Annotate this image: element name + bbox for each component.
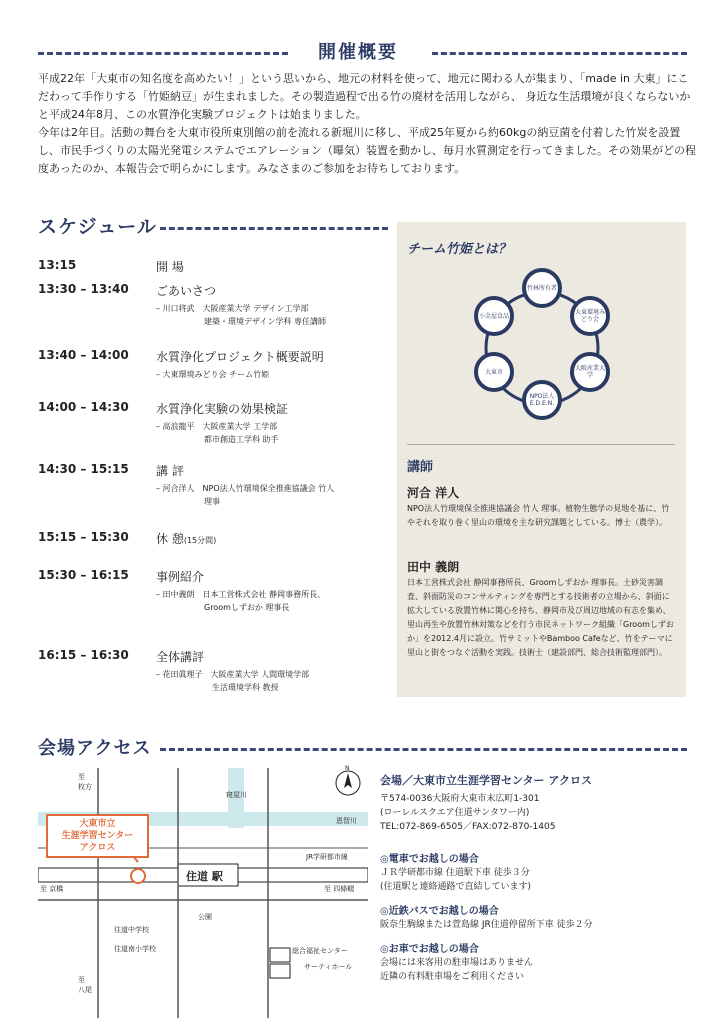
team-node: 竹林所有者 [522,268,562,308]
map-to-kyobashi: 至 京橋 [40,885,64,893]
access-title: 会場アクセス [38,738,152,759]
train-line2: (住道駅と連絡通路で直結しています) [380,882,532,892]
map-school1: 住道中学校 [114,926,149,934]
car-heading: ◎お車でお越しの場合 [380,944,479,955]
schedule-item-label: 水質浄化実験の効果検証 [156,402,289,416]
schedule-title: スケジュール [38,216,157,238]
overview-paragraph-2: 今年は2年目。活動の舞台を大東市役所東別館の前を流れる新堀川に移し、平成25年夏から約60kgの納豆菌を付着した竹炭を設置し、市民手づくりの太陽光発電システムでエアレーション（曝気）装置を動かし、毎月水質測定を行ってきました。その効果がどの程度あったのか、本報告会で明らかにします。みなさまのご参加をお待ちしております。 [38,126,697,175]
map-center: 総合福祉センター [292,947,348,955]
schedule-item [156,462,396,479]
schedule-speaker: – 田中義朗 日本工営株式会社 静岡事務所長、 Groomしずおか 理事長 [156,590,326,612]
map-school2: 住道南小学校 [114,945,156,953]
team-node: 小金屋食品 [474,296,514,336]
venue-label: 大東市立 生涯学習センター アクロス [46,814,149,858]
map-park: 公園 [198,913,212,921]
schedule-speaker: – 大東環境みどり会 チーム竹姫 [156,370,270,379]
schedule-item-label: 講 評 [156,464,184,478]
schedule-time: 13:30 – 13:40 [38,282,129,296]
schedule-time: 15:15 – 15:30 [38,530,129,544]
map-to-yao: 至 八尾 [78,976,92,994]
schedule-item-label: ごあいさつ [156,284,217,298]
map-to-hirakata: 至 枚方 [78,773,92,791]
team-node: 大東市 [474,352,514,392]
map-station: 住道 駅 [186,870,223,883]
map-hall: サーティホール [304,963,353,971]
schedule-item-label: 開 場 [156,260,184,274]
team-panel [397,222,686,697]
schedule-item-note: (15分間) [183,536,217,545]
schedule-time: 13:40 – 14:00 [38,348,129,362]
train-line1: ＪＲ学研都市線 住道駅下車 徒歩３分 [380,868,530,878]
map-to-shijonawate: 至 四條畷 [324,885,355,893]
team-node: 大東環境みどり会 [570,296,610,336]
lecturer-desc: 日本工営株式会社 静岡事務所長、Groomしずおか 理事長。土砂災害調査、斜面防災のコンサルティングを専門とする技術者の立場から、斜面に拡大している放置竹林に関心を持ち、静岡市及び周辺地域の有志を集め、里山再生や放置竹林対策などを行う市民ネットワーク組織「Groomしずおか」を2012.4月に設立。竹サミットやBamboo Cafeなど、竹をテーマに里山と街をつなぐ活動を実践。技術士（建設部門、総合技術監理部門）。 [407,578,674,657]
schedule-speaker: – 花田眞理子 大阪産業大学 人間環境学部 生活環境学科 教授 [156,670,310,692]
schedule-time: 15:30 – 16:15 [38,568,129,582]
schedule-item [156,282,396,299]
schedule-time: 14:00 – 14:30 [38,400,129,414]
north-icon: N [345,765,350,772]
schedule-item-label: 全体講評 [156,650,205,664]
venue-building: (ローレルスクエア住道サンタワー内) [380,808,530,818]
car-line2: 近隣の有料駐車場をご利用ください [380,972,525,982]
schedule-item-label: 水質浄化プロジェクト概要説明 [156,350,324,364]
overview-title: 開催概要 [318,42,398,63]
schedule-item [156,258,396,275]
schedule-time: 14:30 – 15:15 [38,462,129,476]
schedule-item [156,568,396,585]
venue-address: 〒574-0036大阪府大東市末広町1-301 [380,794,540,804]
venue-name: 会場／大東市立生涯学習センター アクロス [380,774,593,787]
schedule-item [156,348,396,365]
schedule-speaker: – 高浪龍平 大阪産業大学 工学部 都市創造工学科 助手 [156,422,279,444]
lecturer-desc: NPO法人竹環境保全推進協議会 竹人 理事。植物生態学の見地を基に、竹やそれを取り巻く里山の環境を主な研究課題としている。博士（農学）。 [407,504,670,527]
lecturer-name: 田中 義朗 [407,560,460,574]
schedule-item-label: 休 憩 [156,532,184,546]
schedule-item [156,400,396,417]
lecturers-title: 講師 [407,460,434,475]
venue-tel: TEL:072-869-6505／FAX:072-870-1405 [380,822,556,832]
train-heading: ◎電車でお越しの場合 [380,854,479,865]
schedule-item [156,530,396,547]
team-title: チーム竹姫とは？ [407,242,512,257]
map-river1: 寝屋川 [226,791,247,799]
bus-line1: 阪奈生駒線または萱島線 JR住道停留所下車 徒歩２分 [380,920,593,930]
overview-text [38,70,698,178]
schedule-speaker: – 河合洋人 NPO法人竹環境保全推進協議会 竹人 理事 [156,484,335,506]
car-line1: 会場には来客用の駐車場はありません [380,958,534,968]
team-node: NPO法人 E.D.E.N. [522,380,562,420]
map-river2: 恩智川 [336,817,357,825]
schedule-item [156,648,396,665]
overview-paragraph-1: 平成22年「大東市の知名度を高めたい！」という思いから、地元の材料を使って、地元に関わる人が集まり、「made in 大東」にこだわって手作りする「竹姫納豆」が生まれました。その製造過程で出る竹の廃材を活用しながら、 身近な生活環境が良くならないかと平成24年8月、この水質浄化実験プロジェクトは始まりました。 [38,72,691,121]
lecturer-name: 河合 洋人 [407,486,460,500]
schedule-time: 13:15 [38,258,77,272]
schedule-time: 16:15 – 16:30 [38,648,129,662]
bus-heading: ◎近鉄バスでお越しの場合 [380,906,499,917]
map-jr: JR学研都市線 [306,853,348,861]
team-node: 大阪産業大学 [570,352,610,392]
schedule-item-label: 事例紹介 [156,570,205,584]
schedule-speaker: – 川口将武 大阪産業大学 デザイン工学部 建築・環境デザイン学科 専任講師 [156,304,326,326]
